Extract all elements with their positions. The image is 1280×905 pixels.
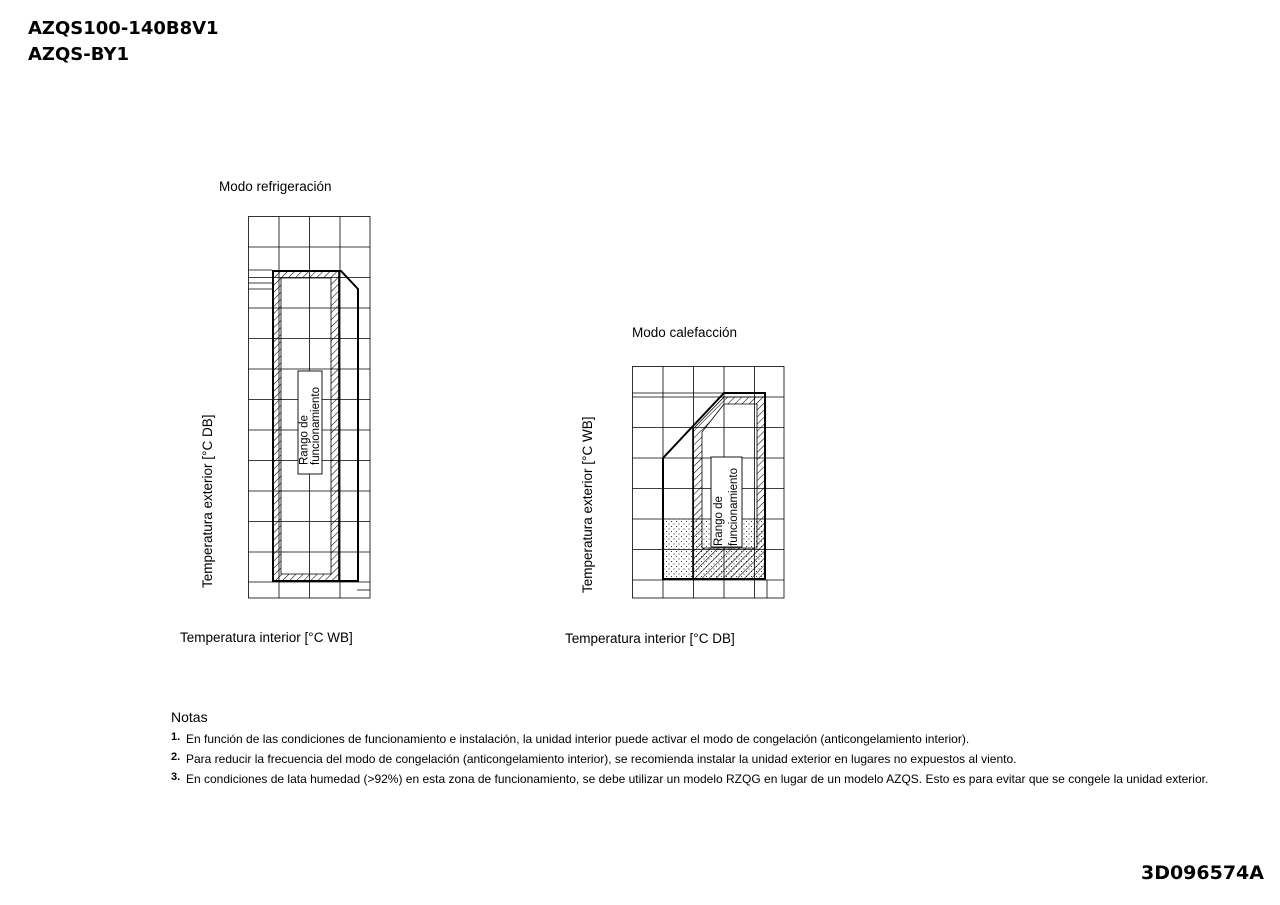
cooling-y-axis-label: Temperatura exterior [°C DB]	[200, 414, 215, 588]
heating-chart	[565, 325, 784, 646]
note-text: Para reducir la frecuencia del modo de congelación (anticongelamiento interior), se recomienda instalar la unidad exterior en lugares no expuestos al viento.	[186, 752, 1017, 766]
heating-y-axis-label: Temperatura exterior [°C WB]	[580, 416, 595, 593]
note-number: 1.	[171, 731, 181, 743]
cooling-x-axis-label: Temperatura interior [°C WB]	[180, 630, 353, 645]
note-item	[171, 731, 1261, 747]
cooling-range-label-line-2: funcionamiento	[310, 387, 322, 465]
model-code-secondary: AZQS-BY1	[28, 44, 130, 65]
notes-title: Notas	[171, 709, 208, 725]
note-text: En función de las condiciones de funcionamiento e instalación, la unidad interior puede activar el modo de congelación (anticongelamiento interior).	[186, 732, 970, 746]
note-number: 3.	[171, 771, 181, 783]
note-number: 2.	[171, 751, 181, 763]
note-text: En condiciones de lata humedad (>92%) en esta zona de funcionamiento, se debe utilizar un modelo RZQG en lugar de un modelo AZQS. Esto es para evitar que se congele la unidad exterior.	[186, 772, 1209, 786]
note-item	[171, 771, 1261, 787]
document-code: 3D096574A	[1140, 862, 1264, 884]
heating-x-axis-label: Temperatura interior [°C DB]	[565, 631, 735, 646]
heating-range-label-line-2: funcionamiento	[728, 468, 740, 546]
note-item	[171, 751, 1261, 767]
cooling-range-label-line-1: Rango de	[298, 415, 311, 465]
notes-section	[171, 709, 1261, 791]
heating-chart-title: Modo calefacción	[632, 325, 738, 340]
model-code-primary: AZQS100-140B8V1	[28, 18, 219, 39]
cooling-chart-title: Modo refrigeración	[219, 179, 332, 194]
heating-range-label-line-1: Rango de	[713, 496, 725, 546]
cooling-chart	[180, 179, 370, 645]
